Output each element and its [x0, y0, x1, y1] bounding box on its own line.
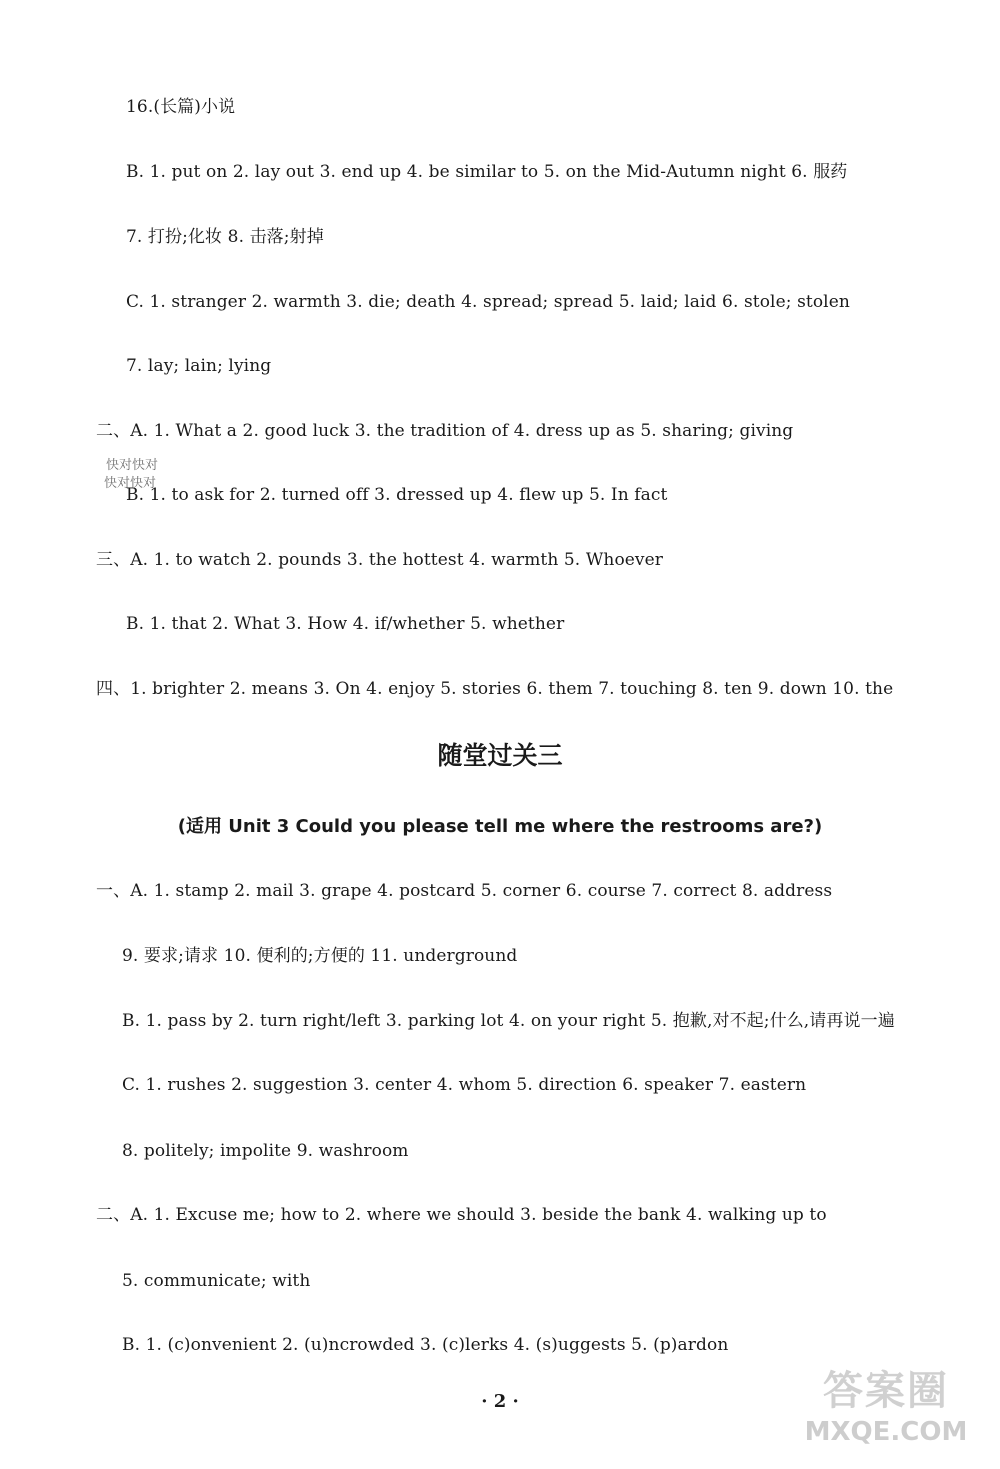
- section-subtitle: (适用 Unit 3 Could you please tell me where the restrooms are?): [177, 816, 823, 837]
- answer-line: 9. 要求;请求 10. 便利的;方便的 11. underground: [122, 946, 518, 966]
- answer-line: 二、A. 1. Excuse me; how to 2. where we should 3. beside the bank 4. walking up to: [96, 1205, 827, 1225]
- answer-line: 二、A. 1. What a 2. good luck 3. the tradition of 4. dress up as 5. sharing; giving: [96, 421, 794, 441]
- answer-line: 7. 打扮;化妆 8. 击落;射掉: [126, 227, 324, 247]
- watermark-logo-text: 答案圈: [823, 1368, 949, 1414]
- answer-line: 7. lay; lain; lying: [126, 356, 272, 376]
- stamp-text: 快对快对: [104, 476, 157, 491]
- section-title: 随堂过关三: [437, 741, 563, 770]
- answer-line: B. 1. pass by 2. turn right/left 3. parking lot 4. on your right 5. 抱歉,对不起;什么,请再说一遍: [122, 1011, 895, 1031]
- answer-line: 一、A. 1. stamp 2. mail 3. grape 4. postcard 5. corner 6. course 7. correct 8. address: [96, 881, 833, 901]
- stamp-text: 快对快对: [106, 458, 159, 473]
- answer-line: 5. communicate; with: [122, 1271, 311, 1291]
- answer-line: B. 1. (c)onvenient 2. (u)ncrowded 3. (c)lerks 4. (s)uggests 5. (p)ardon: [122, 1335, 729, 1355]
- overlay-stamp: [106, 458, 158, 492]
- answer-line: 三、A. 1. to watch 2. pounds 3. the hottest 4. warmth 5. Whoever: [96, 550, 664, 570]
- answer-line: B. 1. put on 2. lay out 3. end up 4. be similar to 5. on the Mid-Autumn night 6. 服药: [126, 162, 848, 182]
- page-number: · 2 ·: [481, 1391, 519, 1412]
- answer-line: B. 1. to ask for 2. turned off 3. dressed up 4. flew up 5. In fact: [126, 485, 668, 505]
- answer-line: 16.(长篇)小说: [126, 97, 236, 117]
- answer-line: 四、1. brighter 2. means 3. On 4. enjoy 5. stories 6. them 7. touching 8. ten 9. down 10. the: [96, 679, 894, 699]
- answer-line: C. 1. rushes 2. suggestion 3. center 4. whom 5. direction 6. speaker 7. eastern: [122, 1075, 807, 1095]
- answer-line: 8. politely; impolite 9. washroom: [122, 1141, 409, 1161]
- answer-line: B. 1. that 2. What 3. How 4. if/whether 5. whether: [126, 614, 565, 634]
- answer-line: C. 1. stranger 2. warmth 3. die; death 4. spread; spread 5. laid; laid 6. stole; stolen: [126, 292, 850, 312]
- watermark-logo: [786, 1365, 986, 1457]
- watermark-url: MXQE.COM: [804, 1417, 968, 1447]
